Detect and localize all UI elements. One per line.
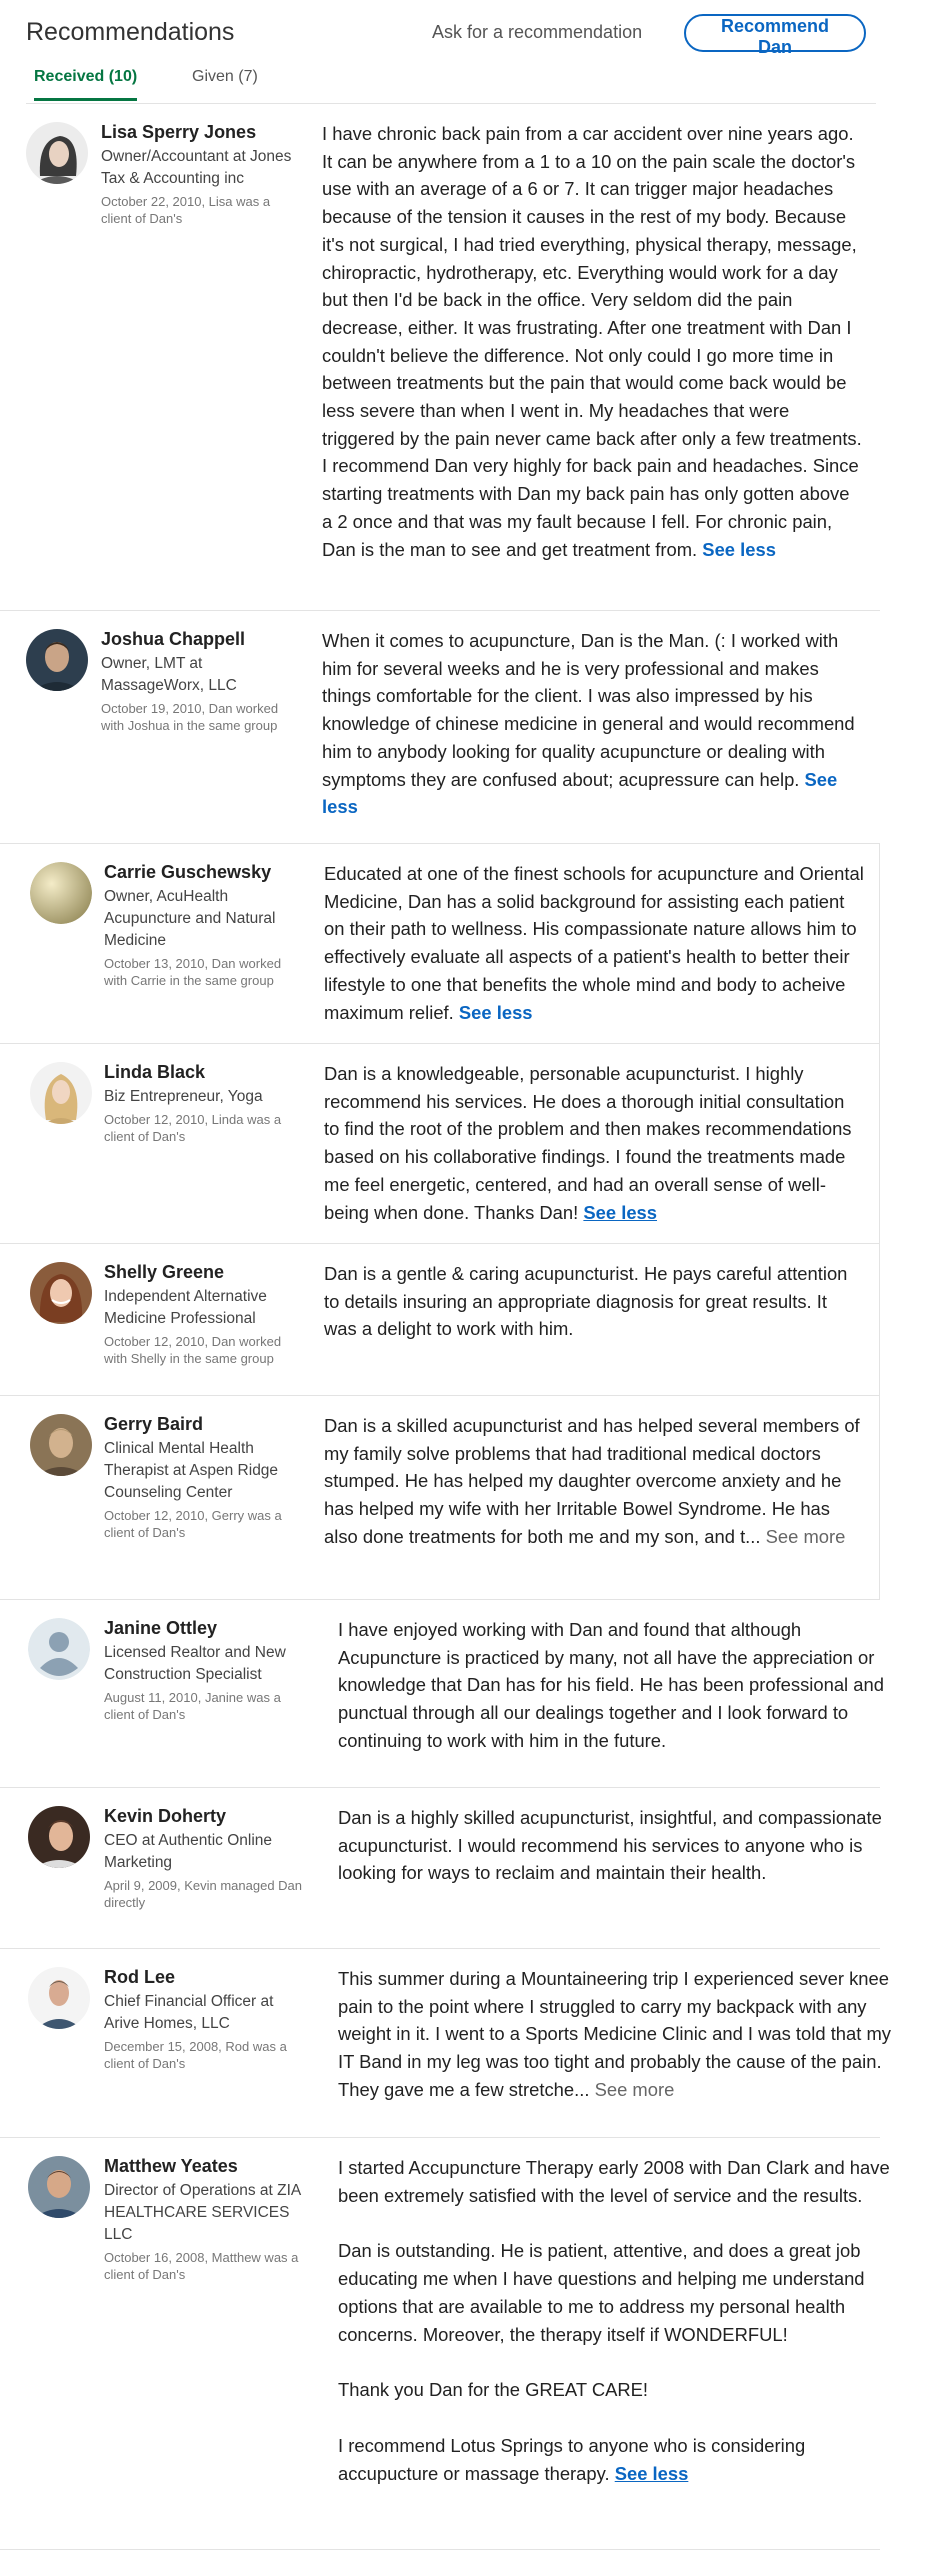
recommendation-paragraph: Dan is outstanding. He is patient, attentive, and does a great job educating me when I have questions and helping me understand options that are available to me to address my personal health concerns. Moreover, the therapy itself if WONDERFUL!	[338, 2240, 865, 2345]
recommendation-date: October 22, 2010, Lisa was a client of Dan's	[101, 194, 271, 226]
avatar[interactable]	[28, 1967, 90, 2029]
recommender-info	[101, 629, 301, 734]
recommender-info	[104, 1618, 304, 1723]
recommendation-date: April 9, 2009, Kevin managed Dan directly	[104, 1878, 303, 1910]
avatar[interactable]	[28, 2156, 90, 2218]
recommendation-paragraph: I have enjoyed working with Dan and found that although Acupuncture is practiced by many, not all have the appreciation or knowledge that Dan has for his field. He has been professional and punctual through all our dealings together and I look forward to continuing to work with him in the future.	[338, 1619, 884, 1751]
recommender-name[interactable]: Lisa Sperry Jones	[101, 122, 257, 142]
recommendation-paragraph: I recommend Lotus Springs to anyone who is considering accupucture or massage therapy.	[338, 2434, 806, 2484]
avatar[interactable]	[30, 1062, 92, 1124]
ask-recommendation-link[interactable]: Ask for a recommendation	[432, 22, 643, 42]
recommender-name[interactable]: Janine Ottley	[104, 1618, 218, 1638]
recommendation-date: October 12, 2010, Gerry was a client of Dan's	[104, 1508, 282, 1540]
recommendation-date: August 11, 2010, Janine was a client of Dan's	[104, 1690, 281, 1722]
recommender-info	[101, 122, 301, 227]
recommendation-item	[0, 1396, 880, 1600]
recommendation-text	[324, 1412, 864, 1551]
recommender-role: Licensed Realtor and New Construction Specialist	[104, 1644, 286, 1683]
recommender-role: Owner, AcuHealth Acupuncture and Natural Medicine	[104, 888, 276, 949]
recommendation-paragraph: Thank you Dan for the GREAT CARE!	[338, 2379, 649, 2401]
recommendation-paragraph: Dan is a skilled acupuncturist and has helped several members of my family solve problems that had traditional medical doctors stumped. He has helped my daughter overcome anxiety and he has helped my wife with her Irritable Bowel Syndrome. He has also done treatments for both me and my son, and t...	[324, 1415, 860, 1547]
recommendation-item	[0, 1244, 880, 1396]
recommender-role: Owner/Accountant at Jones Tax & Accounting inc	[101, 148, 292, 187]
recommender-info	[104, 1062, 304, 1145]
tab-given[interactable]: Given (7)	[192, 68, 258, 85]
recommend-button[interactable]: Recommend Dan	[684, 14, 866, 52]
recommender-name[interactable]: Shelly Greene	[104, 1262, 225, 1282]
recommendation-text	[324, 1260, 864, 1343]
recommendation-item	[0, 104, 880, 611]
see-more-link[interactable]: See more	[765, 1525, 846, 1547]
recommendation-text	[324, 860, 864, 1026]
recommendation-item	[0, 1788, 880, 1949]
recommender-role: Chief Financial Officer at Arive Homes, LLC	[104, 1993, 274, 2032]
avatar[interactable]	[26, 122, 88, 184]
recommender-info	[104, 1414, 304, 1541]
recommender-name[interactable]: Rod Lee	[104, 1967, 176, 1987]
recommendation-text	[338, 1616, 908, 1755]
avatar[interactable]	[30, 1262, 92, 1324]
recommendation-paragraph: Dan is a gentle & caring acupuncturist. He pays careful attention to details insuring an appropriate diagnosis for great results. It was a delight to work with him.	[324, 1263, 848, 1340]
recommendation-date: October 12, 2010, Linda was a client of Dan's	[104, 1112, 282, 1144]
see-less-link[interactable]: See less	[322, 768, 838, 818]
recommender-role: Owner, LMT at MassageWorx, LLC	[101, 655, 237, 694]
recommendation-date: October 12, 2010, Dan worked with Shelly in the same group	[104, 1334, 282, 1366]
recommender-role: CEO at Authentic Online Marketing	[104, 1832, 273, 1871]
recommender-role: Independent Alternative Medicine Professional	[104, 1288, 267, 1327]
recommender-role: Clinical Mental Health Therapist at Aspen Ridge Counseling Center	[104, 1440, 279, 1501]
recommender-info	[104, 1967, 304, 2072]
recommendation-text	[338, 1804, 908, 1887]
avatar[interactable]	[26, 629, 88, 691]
recommender-name[interactable]: Matthew Yeates	[104, 2156, 238, 2176]
recommendation-list	[0, 104, 928, 2550]
avatar[interactable]	[28, 1806, 90, 1868]
recommendation-item	[0, 2138, 890, 2550]
recommendation-text	[324, 1060, 864, 1226]
recommendation-text	[322, 627, 862, 821]
recommendation-paragraph: When it comes to acupuncture, Dan is the Man. (: I worked with him for several weeks and he is very professional and makes things comfortable for the client. I was also impressed by his knowledge of chinese medicine in general and would recommend him to anybody looking for quality acupuncture or dealing with symptoms they are confused about; acupressure can help.	[322, 630, 855, 790]
recommendation-text	[338, 1965, 908, 2104]
recommendations-header	[26, 14, 866, 58]
recommendation-item	[0, 611, 880, 844]
recommendation-paragraph: I have chronic back pain from a car accident over nine years ago. It can be anywhere from a 1 to a 10 on the pain scale the doctor's use with an average of a 6 or 7. It can trigger major headaches because of the tension it causes in the rest of my body. Because it's not surgical, I had tried everything, physical therapy, message, chiropractic, hydrotherapy, etc. Everything would work for a day but then I'd be back in the office. Very seldom did the pain decrease, either. It was frustrating. After one treatment with Dan I couldn't believe the difference. Not only could I go more time in between treatments but the pain that would come back would be less severe than when I went in. My headaches that were triggered by the pain never came back after only a few treatments. I recommend Dan very highly for back pain and headaches. Since starting treatments with Dan my back pain has only gotten above a 2 once and that was my fault because I fell. For chronic pain, Dan is the man to see and get treatment from.	[322, 123, 862, 560]
recommendation-paragraph: Educated at one of the finest schools for acupuncture and Oriental Medicine, Dan has a solid background for assisting each patient on their path to wellness. His compassionate nature allows him to effectively evaluate all aspects of a patient's health to better their lifestyle to one that benefits the whole mind and body to acheive maximum relief.	[324, 863, 864, 1023]
avatar[interactable]	[30, 862, 92, 924]
tab-received[interactable]: Received (10)	[34, 68, 137, 101]
recommender-name[interactable]: Linda Black	[104, 1062, 206, 1082]
recommendation-date: October 13, 2010, Dan worked with Carrie in the same group	[104, 956, 282, 988]
see-more-link[interactable]: See more	[594, 2078, 675, 2100]
see-less-link[interactable]: See less	[458, 1001, 533, 1023]
recommender-role: Biz Entrepreneur, Yoga	[104, 1088, 263, 1105]
avatar[interactable]	[28, 1618, 90, 1680]
see-less-link[interactable]: See less	[614, 2462, 689, 2484]
recommender-name[interactable]: Kevin Doherty	[104, 1806, 227, 1826]
recommendation-date: October 19, 2010, Dan worked with Joshua in the same group	[101, 701, 279, 733]
page-title: Recommendations	[26, 18, 235, 46]
recommender-role: Director of Operations at ZIA HEALTHCARE SERVICES LLC	[104, 2182, 301, 2243]
recommendation-text	[338, 2154, 908, 2487]
recommendation-item	[0, 844, 880, 1044]
recommendation-date: December 15, 2008, Rod was a client of Dan's	[104, 2039, 287, 2071]
recommender-name[interactable]: Joshua Chappell	[101, 629, 246, 649]
recommender-info	[104, 862, 304, 989]
avatar[interactable]	[30, 1414, 92, 1476]
recommendation-item	[0, 1949, 891, 2138]
see-less-link[interactable]: See less	[702, 538, 776, 560]
recommendation-paragraph: This summer during a Mountaineering trip I experienced sever knee pain to the point where I struggled to carry my backpack with any weight in it. I went to a Sports Medicine Clinic and I was told that my IT Band in my leg was too tight and probably the cause of the pain. They gave me a few stretche...	[338, 1968, 891, 2100]
recommender-name[interactable]: Carrie Guschewsky	[104, 862, 272, 882]
recommendation-paragraph: Dan is a knowledgeable, personable acupuncturist. I highly recommend his services. He does a thorough initial consultation to find the root of the problem and then makes recommendations based on his collaborative findings. I found the treatments made me feel energetic, centered, and had an overall sense of well-being when done. Thanks Dan!	[324, 1063, 852, 1223]
recommender-info	[104, 1262, 304, 1367]
recommendation-item	[0, 1600, 884, 1788]
recommendation-paragraph: Dan is a highly skilled acupuncturist, insightful, and compassionate acupuncturist. I would recommend his services to anyone who is looking for ways to reclaim and maintain their health.	[338, 1807, 882, 1884]
recommendation-text	[322, 120, 862, 563]
see-less-link[interactable]: See less	[583, 1201, 658, 1223]
recommendation-item	[0, 1044, 880, 1244]
recommender-info	[104, 1806, 304, 1911]
recommender-info	[104, 2156, 304, 2283]
recommender-name[interactable]: Gerry Baird	[104, 1414, 204, 1434]
recommendation-date: October 16, 2008, Matthew was a client of Dan's	[104, 2250, 299, 2282]
recommendation-paragraph: I started Accupuncture Therapy early 2008 with Dan Clark and have been extremely satisfied with the level of service and the results.	[338, 2157, 890, 2206]
recommendation-tabs	[26, 58, 876, 104]
